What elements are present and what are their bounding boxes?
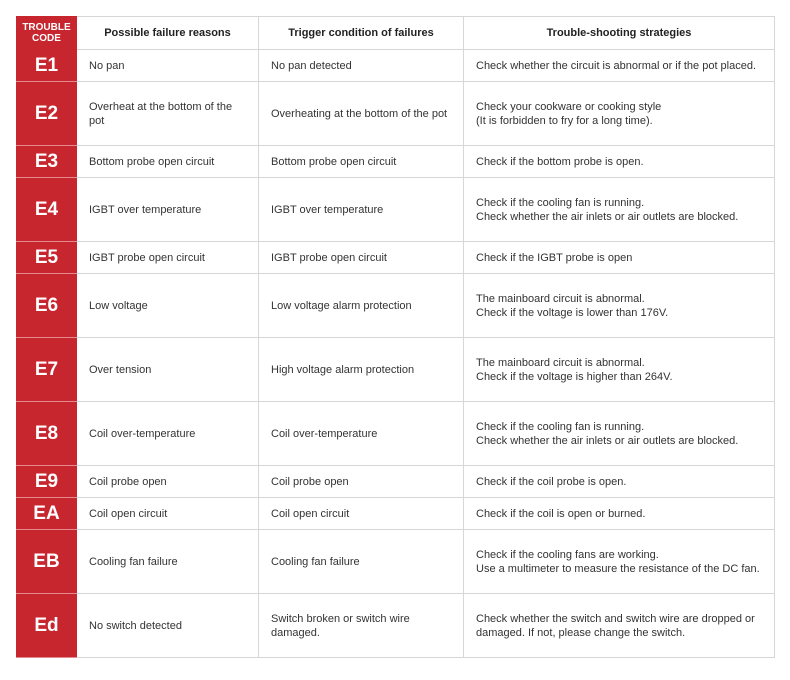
- troubleshooting-line: damaged. If not, please change the switch.: [476, 626, 686, 639]
- header-trouble-code-line2: CODE: [32, 33, 61, 44]
- trouble-code-cell: EB: [17, 530, 77, 594]
- trouble-code-cell: E9: [17, 466, 77, 498]
- table-row: [17, 594, 775, 658]
- troubleshooting-cell: [464, 530, 775, 594]
- table-row: [17, 498, 775, 530]
- troubleshooting-line: Check your cookware or cooking style: [476, 100, 662, 113]
- troubleshooting-line: Check if the cooling fans are working.: [476, 548, 659, 561]
- trigger-condition-cell: Cooling fan failure: [259, 530, 464, 594]
- troubleshooting-line: Check if the coil is open or burned.: [476, 507, 646, 520]
- header-trigger-condition: Trigger condition of failures: [259, 17, 464, 50]
- trouble-code-cell: E4: [17, 178, 77, 242]
- failure-reason-cell: Over tension: [77, 338, 259, 402]
- trouble-code-table: [16, 16, 775, 658]
- troubleshooting-cell: [464, 274, 775, 338]
- trigger-condition-cell: Coil open circuit: [259, 498, 464, 530]
- table-row: [17, 146, 775, 178]
- trigger-condition-cell: Low voltage alarm protection: [259, 274, 464, 338]
- troubleshooting-line: Use a multimeter to measure the resistance of the DC fan.: [476, 562, 760, 575]
- troubleshooting-line: Check whether the air inlets or air outlets are blocked.: [476, 434, 739, 447]
- table-row: [17, 274, 775, 338]
- failure-reason-cell: Low voltage: [77, 274, 259, 338]
- header-trouble-code: [17, 17, 77, 50]
- failure-reason-cell: Bottom probe open circuit: [77, 146, 259, 178]
- troubleshooting-line: Check whether the air inlets or air outlets are blocked.: [476, 210, 739, 223]
- failure-reason-cell: IGBT probe open circuit: [77, 242, 259, 274]
- table-body: [17, 50, 775, 658]
- failure-reason-cell: Cooling fan failure: [77, 530, 259, 594]
- troubleshooting-cell: [464, 466, 775, 498]
- failure-reason-cell: Overheat at the bottom of the pot: [77, 82, 259, 146]
- troubleshooting-cell: [464, 178, 775, 242]
- table-header-row: [17, 17, 775, 50]
- trouble-code-cell: E1: [17, 50, 77, 82]
- troubleshooting-line: Check if the cooling fan is running.: [476, 196, 645, 209]
- troubleshooting-cell: [464, 242, 775, 274]
- failure-reason-cell: Coil over-temperature: [77, 402, 259, 466]
- trigger-condition-cell: Bottom probe open circuit: [259, 146, 464, 178]
- troubleshooting-line: Check whether the circuit is abnormal or if the pot placed.: [476, 59, 757, 72]
- table-row: [17, 338, 775, 402]
- failure-reason-cell: Coil open circuit: [77, 498, 259, 530]
- header-failure-reasons: Possible failure reasons: [77, 17, 259, 50]
- troubleshooting-cell: [464, 50, 775, 82]
- troubleshooting-line: Check if the coil probe is open.: [476, 475, 627, 488]
- troubleshooting-cell: [464, 402, 775, 466]
- troubleshooting-line: (It is forbidden to fry for a long time).: [476, 114, 653, 127]
- trouble-code-table-container: [16, 16, 775, 658]
- table-row: [17, 402, 775, 466]
- trigger-condition-cell: High voltage alarm protection: [259, 338, 464, 402]
- failure-reason-cell: No switch detected: [77, 594, 259, 658]
- troubleshooting-line: Check whether the switch and switch wire are dropped or: [476, 612, 755, 625]
- table-row: [17, 530, 775, 594]
- trouble-code-cell: E6: [17, 274, 77, 338]
- trouble-code-cell: E7: [17, 338, 77, 402]
- failure-reason-cell: No pan: [77, 50, 259, 82]
- trigger-condition-cell: Coil probe open: [259, 466, 464, 498]
- failure-reason-cell: IGBT over temperature: [77, 178, 259, 242]
- trouble-code-cell: E3: [17, 146, 77, 178]
- header-troubleshooting: Trouble-shooting strategies: [464, 17, 775, 50]
- trouble-code-cell: EA: [17, 498, 77, 530]
- troubleshooting-cell: [464, 82, 775, 146]
- troubleshooting-cell: [464, 594, 775, 658]
- trigger-condition-cell: Coil over-temperature: [259, 402, 464, 466]
- table-row: [17, 178, 775, 242]
- troubleshooting-line: Check if the bottom probe is open.: [476, 155, 644, 168]
- table-row: [17, 242, 775, 274]
- troubleshooting-line: Check if the voltage is higher than 264V.: [476, 370, 673, 383]
- trouble-code-cell: E2: [17, 82, 77, 146]
- trigger-condition-cell: IGBT probe open circuit: [259, 242, 464, 274]
- troubleshooting-line: Check if the IGBT probe is open: [476, 251, 633, 264]
- trigger-condition-cell: IGBT over temperature: [259, 178, 464, 242]
- trigger-condition-cell: No pan detected: [259, 50, 464, 82]
- troubleshooting-line: Check if the cooling fan is running.: [476, 420, 645, 433]
- table-row: [17, 466, 775, 498]
- failure-reason-cell: Coil probe open: [77, 466, 259, 498]
- trigger-condition-cell: Overheating at the bottom of the pot: [259, 82, 464, 146]
- troubleshooting-cell: [464, 338, 775, 402]
- trouble-code-cell: E8: [17, 402, 77, 466]
- trouble-code-cell: E5: [17, 242, 77, 274]
- troubleshooting-cell: [464, 146, 775, 178]
- header-trouble-code-line1: TROUBLE: [22, 22, 71, 33]
- troubleshooting-line: The mainboard circuit is abnormal.: [476, 356, 645, 369]
- troubleshooting-line: Check if the voltage is lower than 176V.: [476, 306, 669, 319]
- table-row: [17, 82, 775, 146]
- table-row: [17, 50, 775, 82]
- trouble-code-cell: Ed: [17, 594, 77, 658]
- troubleshooting-cell: [464, 498, 775, 530]
- trigger-condition-cell: Switch broken or switch wire damaged.: [259, 594, 464, 658]
- troubleshooting-line: The mainboard circuit is abnormal.: [476, 292, 645, 305]
